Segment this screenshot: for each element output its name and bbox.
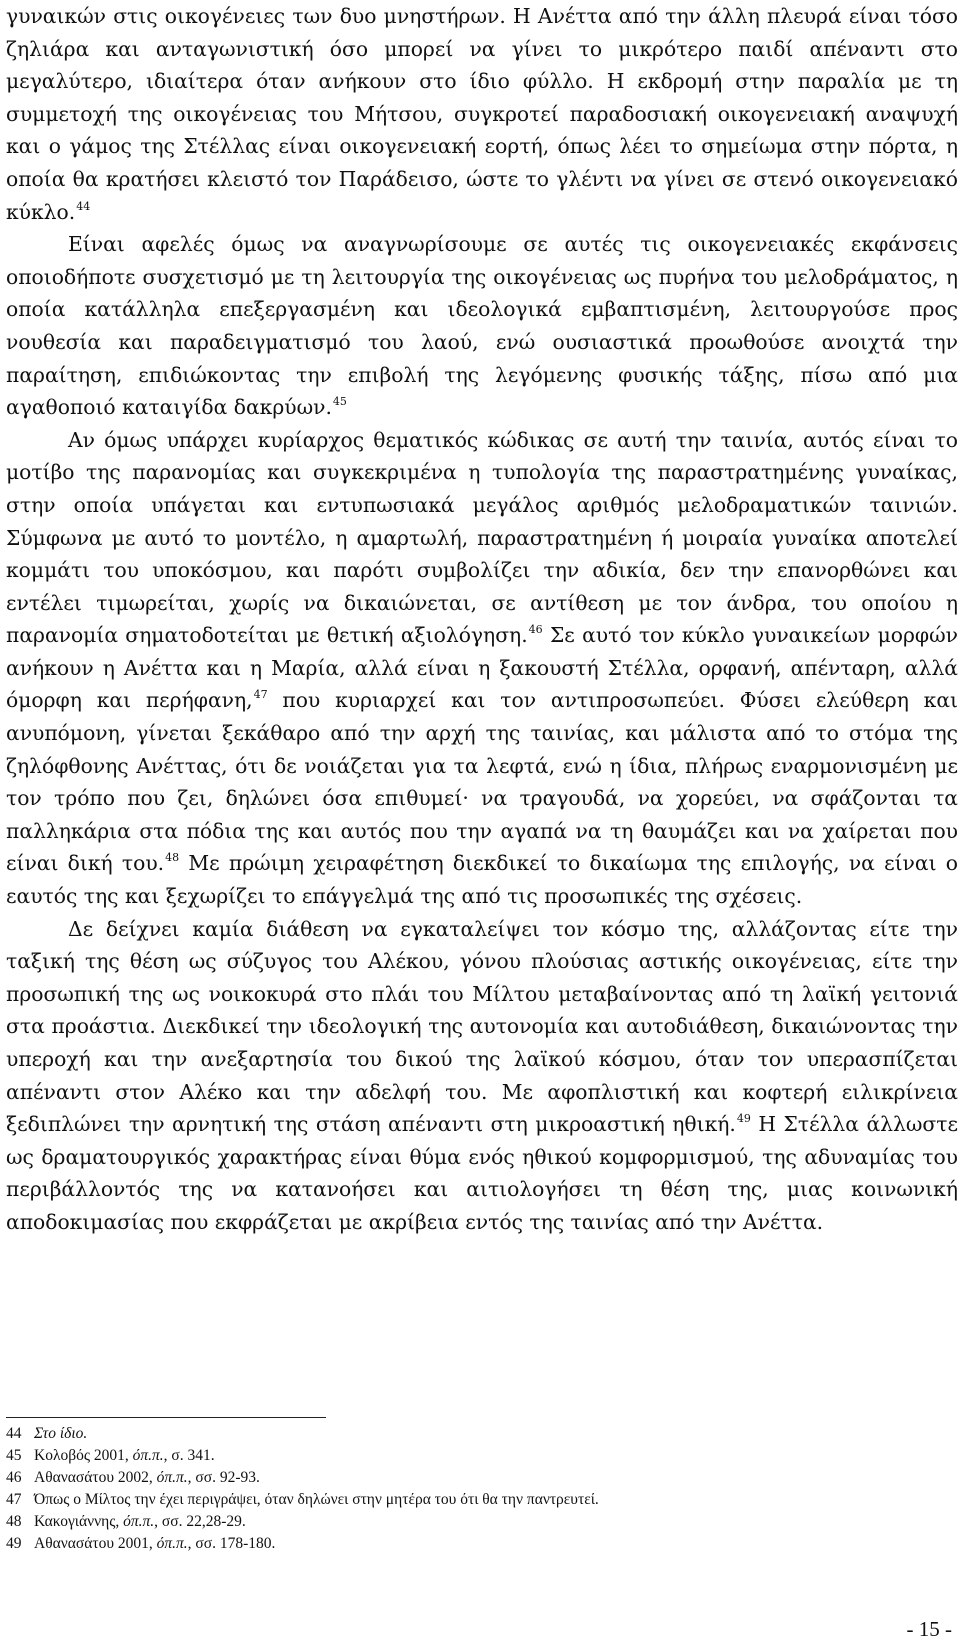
footnote-number: 44 [6, 1425, 22, 1442]
footnote-separator [6, 1417, 326, 1418]
footnote [6, 1445, 956, 1467]
paragraph-text: Με πρώιμη χειραφέτηση διεκδικεί το δικαίωμα της επιλογής, να είναι ο εαυτός της και ξεχωρίζει το επάγγελμά της από τις προσωπικές της σχέσεις. [6, 851, 958, 909]
footnote-text: Κολοβός 2001, όπ.π., σ. 341. [34, 1447, 215, 1464]
footnote-text: Όπως ο Μίλτος την έχει περιγράψει, όταν δηλώνει στην μητέρα του ότι θα την παντρευτεί. [34, 1491, 599, 1508]
paragraph-text: Η Στέλλα άλλωστε ως δραματουργικός χαρακτήρας είναι θύμα ενός ηθικού κομφορμισμού, της αδυναμίας του περιβάλλοντός της να κατανοήσει και αιτιολογήσει τη θέση της, μιας κοινωνική αποδοκιμασίας που εκφράζεται με ακρίβεια εντός της ταινίας από την Ανέττα. [6, 1112, 958, 1234]
paragraph-text: Δε δείχνει καμία διάθεση να εγκαταλείψει τον κόσμο της, αλλάζοντας είτε την ταξική της θέση ως σύζυγος του Αλέκου, γόνου πλούσιας αστικής οικογένειας, είτε την προσωπική της ως νοικοκυρά στο πλάι του Μίλτου μεταβαίνοντας από τη λαϊκή γειτονιά στα προάστια. Διεκδικεί την ιδεολογική της αυτονομία και αυτοδιάθεση, δικαιώνοντας την υπεροχή και την ανεξαρτησία του δικού της λαϊκού κόσμου, όταν τον υπερασπίζεται απέναντι στον Αλέκο και την αδελφή του. Με αφοπλιστική και κοφτερή ειλικρίνεια ξεδιπλώνει την αρνητική της στάση απέναντι στη μικροαστική ηθική. [6, 916, 958, 1137]
footnote [6, 1489, 956, 1511]
footnote-reference: 48 [165, 851, 180, 865]
paragraph-text: που κυριαρχεί και τον αντιπροσωπεύει. Φύσει ελεύθερη και ανυπόμονη, γίνεται ξεκάθαρο από την αρχή της ταινίας, και μάλιστα από το στόμα της ζηλόφθονης Ανέττας, ότι δε νοιάζεται για τα λεφτά, ενώ η ίδια, πλήρως εναρμονισμένη με τον τρόπο που ζει, δηλώνει όσα επιθυμεί· να τραγουδά, να χορεύει, να σφάζονται τα παλληκάρια στα πόδια της και αυτός που την αγαπά να τη θαυμάζει και να χαίρεται που είναι δική του. [6, 688, 959, 876]
footnote [6, 1423, 956, 1445]
paragraph-text: Αν όμως υπάρχει κυρίαρχος θεματικός κώδικας σε αυτή την ταινία, αυτός είναι το μοτίβο της παρανομίας και συγκεκριμένα η τυπολογία της παραστρατημένης γυναίκας, στην οποία υπάγεται και εντυπωσιακά μεγάλος αριθμός μελοδραματικών ταινιών. Σύμφωνα με αυτό το μοντέλο, η αμαρτωλή, παραστρατημένη ή μοιραία γυναίκα αποτελεί κομμάτι του υποκόσμου, και παρότι συμβολίζει την αδικία, δεν την επανορθώνει και εντέλει τιμωρείται, χωρίς να δικαιώνεται, σε αντίθεση με τον άνδρα, του οποίου η παρανομία σηματοδοτείται με θετική αξιολόγηση. [6, 427, 958, 648]
footnote-text: Στο ίδιο. [34, 1425, 88, 1442]
paragraph [6, 913, 958, 1239]
footnote [6, 1533, 956, 1555]
paragraph [6, 0, 958, 228]
footnote [6, 1511, 956, 1533]
paragraph [6, 424, 958, 913]
body-text [6, 0, 958, 1239]
footnote-text: Κακογιάννης, όπ.π., σσ. 22,28-29. [34, 1513, 246, 1530]
footnote-reference: 47 [253, 688, 268, 702]
footnote-reference: 49 [736, 1112, 751, 1126]
footnote-number: 49 [6, 1535, 22, 1552]
footnote-text: Αθανασάτου 2002, όπ.π., σσ. 92-93. [34, 1469, 260, 1486]
footnote-reference: 46 [528, 623, 543, 637]
footnote-text: Αθανασάτου 2001, όπ.π., σσ. 178-180. [34, 1535, 276, 1552]
paragraph-text: Σε αυτό τον κύκλο γυναικείων μορφών ανήκουν η Ανέττα και η Μαρία, αλλά είναι η ξακουστή Στέλλα, ορφανή, απένταρη, αλλά όμορφη και περήφανη, [6, 623, 958, 713]
paragraph-text: Είναι αφελές όμως να αναγνωρίσουμε σε αυτές τις οικογενειακές εκφάνσεις οποιοδήποτε συσχετισμό με τη λειτουργία της οικογένειας ως πυρήνα του μελοδράματος, η οποία κατάλληλα επεξεργασμένη και ιδεολογικά εμβαπτισμένη, λειτουργούσε προς νουθεσία και παραδειγματισμό του λαού, ενώ ουσιαστικά προωθούσε ανοιχτά την παραίτηση, επιδιώκοντας την επιβολή της λεγόμενης φυσικής τάξης, πίσω από μια αγαθοποιό καταιγίδα δακρύων. [6, 232, 958, 420]
paragraph-text: γυναικών στις οικογένειες των δυο μνηστήρων. Η Ανέττα από την άλλη πλευρά είναι τόσο ζηλιάρα και ανταγωνιστική όσο μπορεί να γίνει το μικρότερο παιδί απέναντι στο μεγαλύτερο, ιδιαίτερα όταν ανήκουν στο ίδιο φύλλο. Η εκδρομή στην παραλία με τη συμμετοχή της οικογένειας του Μήτσου, συγκροτεί παραδοσιακή οικογενειακή αναψυχή και ο γάμος της Στέλλας είναι οικογενειακή εορτή, όπως λέει το σημείωμα στην πόρτα, η οποία θα κρατήσει κλειστό τον Παράδεισο, ώστε το γλέντι να γίνει σε στενό οικογενειακό κύκλο. [6, 4, 958, 224]
footnote-number: 46 [6, 1469, 22, 1486]
page-number: - 15 - [906, 1617, 952, 1641]
footnotes [6, 1423, 956, 1555]
footnote-reference: 45 [332, 395, 347, 409]
footnote-number: 48 [6, 1513, 22, 1530]
footnote-number: 45 [6, 1447, 22, 1464]
footnote-number: 47 [6, 1491, 22, 1508]
footnote [6, 1467, 956, 1489]
paragraph [6, 228, 958, 424]
footnote-reference: 44 [76, 199, 91, 213]
